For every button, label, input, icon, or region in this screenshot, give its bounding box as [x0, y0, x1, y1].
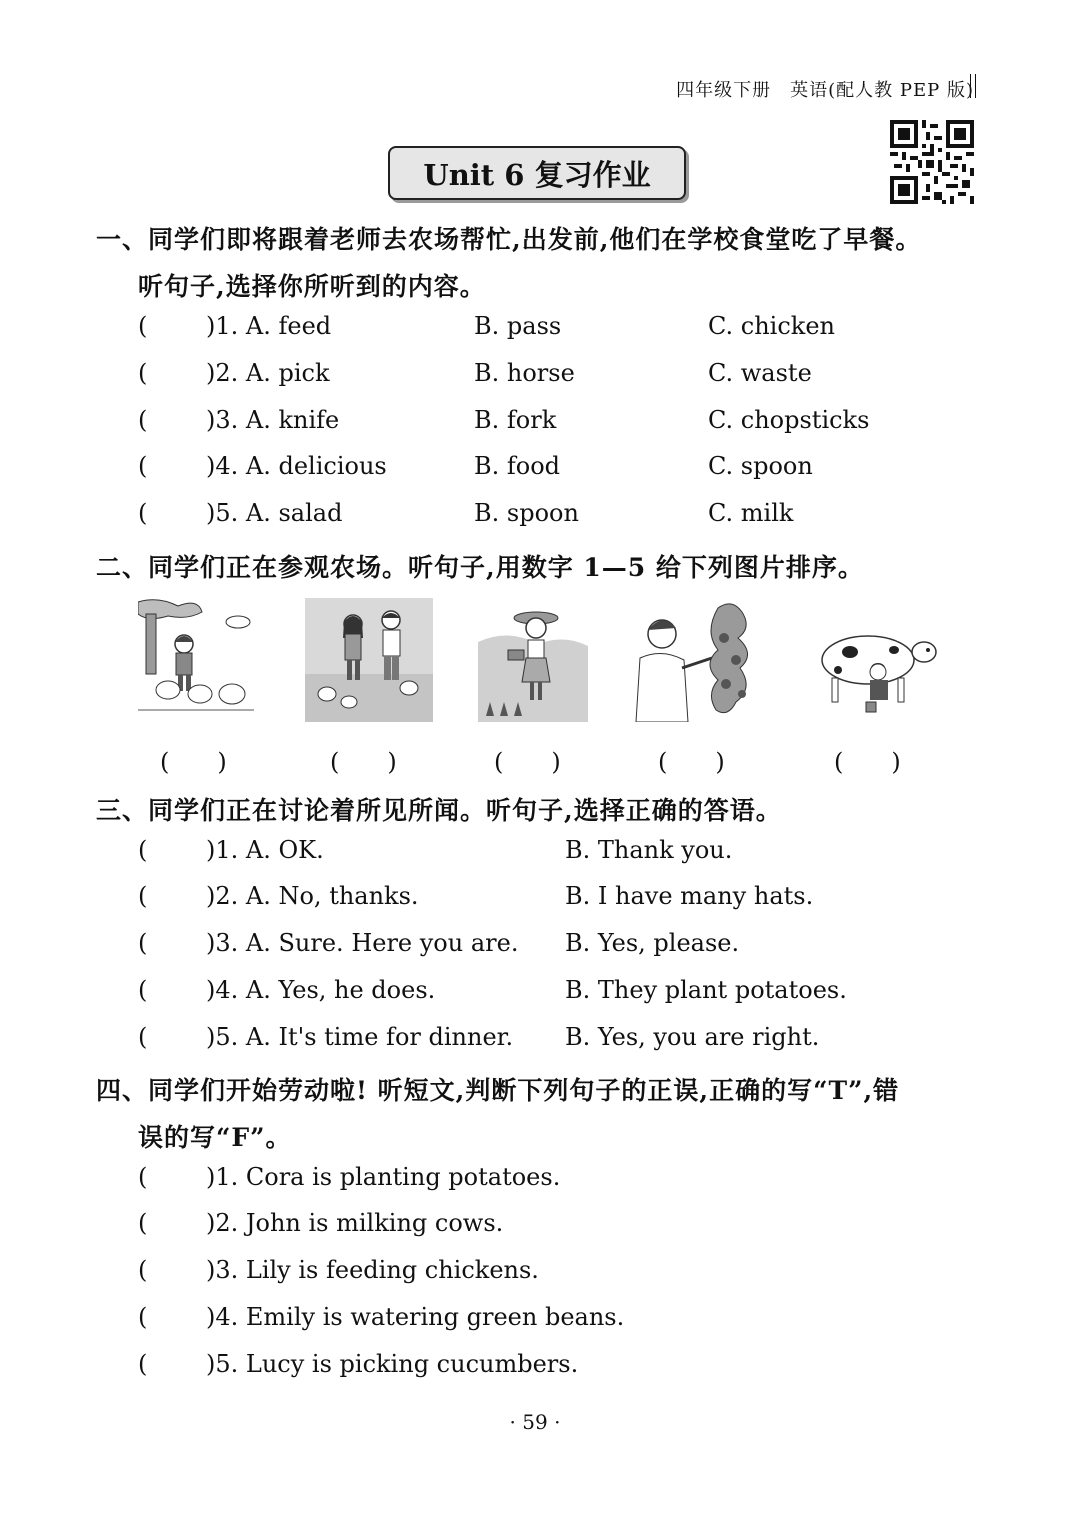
answer-paren[interactable]: ( — [138, 836, 148, 864]
section4-title: 四、同学们开始劳动啦! 听短文,判断下列句子的正误,正确的写“T”,错 — [96, 1076, 900, 1105]
header-bar-mark — [970, 74, 976, 98]
answer-paren[interactable]: ( — [138, 929, 148, 957]
section3-title: 三、同学们正在讨论着所见所闻。听句子,选择正确的答语。 — [96, 796, 782, 825]
answer-paren[interactable]: ( — [138, 406, 148, 434]
answer-paren[interactable]: ( — [138, 452, 148, 480]
qr-code-icon — [890, 120, 974, 204]
answer-paren[interactable]: ( — [138, 1163, 148, 1191]
answer-paren[interactable]: ( — [138, 1256, 148, 1284]
children-with-chickens-picture — [305, 598, 433, 722]
answer-paren[interactable]: ( — [138, 1350, 148, 1378]
answer-paren[interactable]: ( — [138, 976, 148, 1004]
picture-answer-blank[interactable]: ( ) — [494, 748, 561, 776]
answer-paren[interactable]: ( — [138, 359, 148, 387]
answer-paren[interactable]: ( — [138, 1209, 148, 1237]
picture-answer-blank[interactable]: ( ) — [834, 748, 901, 776]
girl-watering-carrots-picture — [478, 598, 588, 722]
picture-answer-blank[interactable]: ( ) — [658, 748, 725, 776]
answer-paren[interactable]: ( — [138, 312, 148, 340]
page-number: · 59 · — [509, 1410, 561, 1434]
boy-feeding-sheep-picture — [138, 598, 254, 720]
picture-answer-blank[interactable]: ( ) — [160, 748, 227, 776]
person-milking-cow-picture — [808, 598, 942, 722]
answer-paren[interactable]: ( — [138, 499, 148, 527]
section1-title-cont: 听句子,选择你所听到的内容。 — [138, 272, 486, 301]
answer-paren[interactable]: ( — [138, 1023, 148, 1051]
answer-paren[interactable]: ( — [138, 1303, 148, 1331]
section4-title-cont: 误的写“F”。 — [138, 1123, 292, 1152]
picture-answer-blank[interactable]: ( ) — [330, 748, 397, 776]
unit-title: Unit 6 复习作业 — [388, 146, 686, 200]
section2-title: 二、同学们正在参观农场。听句子,用数字 1—5 给下列图片排序。 — [96, 553, 864, 582]
boy-picking-tomatoes-picture — [632, 598, 760, 722]
section1-title: 一、同学们即将跟着老师去农场帮忙,出发前,他们在学校食堂吃了早餐。 — [96, 225, 922, 254]
book-header: 四年级下册 英语(配人教 PEP 版) — [676, 80, 974, 101]
answer-paren[interactable]: ( — [138, 882, 148, 910]
